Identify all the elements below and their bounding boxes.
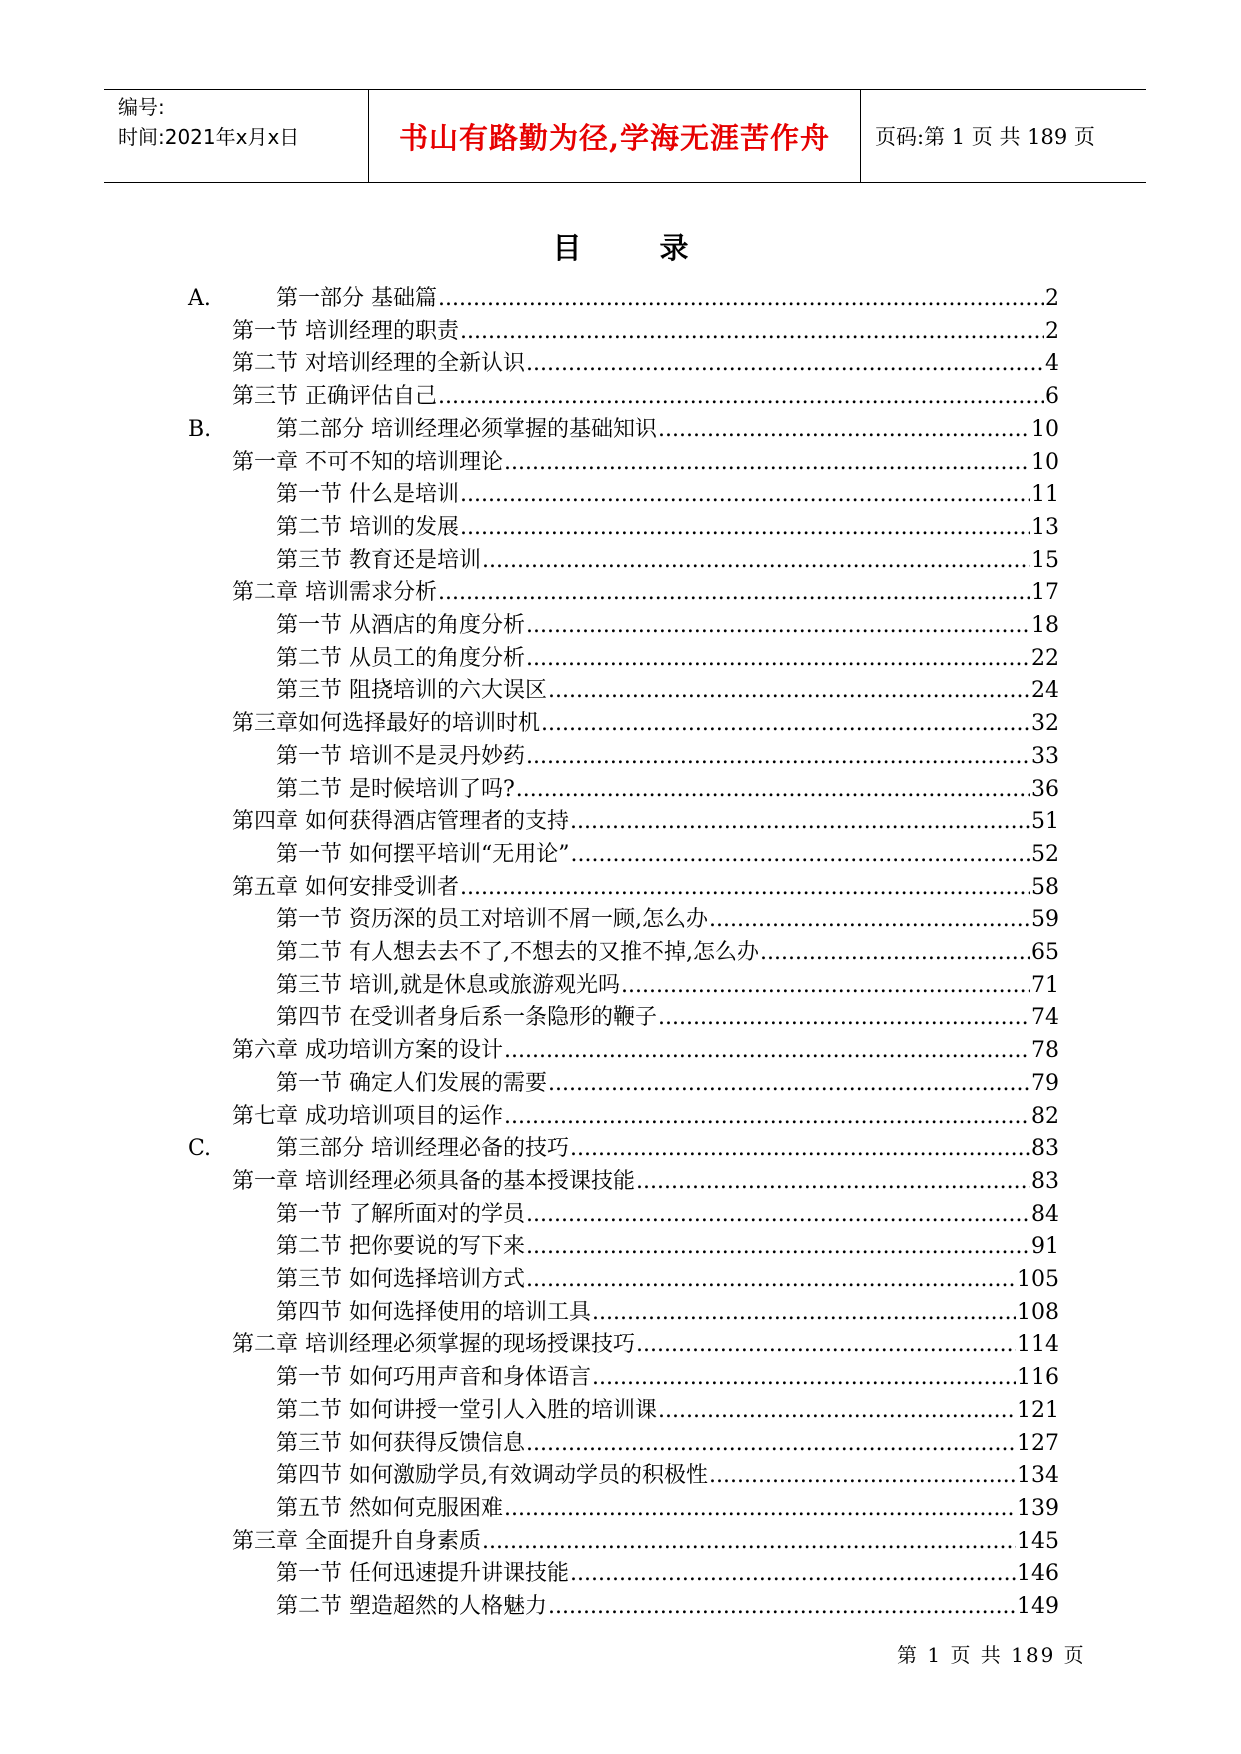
toc-entry-title: 第二节 对培训经理的全新认识 — [232, 351, 525, 377]
toc-page-number: 11 — [1031, 482, 1059, 508]
toc-dot-leader — [526, 1430, 1016, 1458]
toc-page-number: 6 — [1045, 384, 1059, 410]
toc-entry[interactable] — [276, 837, 1059, 869]
toc-dot-leader — [548, 1593, 1016, 1621]
toc-dot-leader — [504, 1037, 1030, 1065]
page-header — [104, 89, 1146, 183]
toc-page-number: 84 — [1031, 1201, 1059, 1227]
toc-entry[interactable] — [188, 412, 1059, 444]
toc-entry-title: 第二节 是时候培训了吗? — [276, 776, 515, 802]
toc-entry-title: 第三节 阻挠培训的六大误区 — [276, 678, 547, 704]
toc-entry-title: 第三部分 培训经理必备的技巧 — [276, 1136, 569, 1162]
toc-entry-title: 第一节 如何巧用声音和身体语言 — [276, 1365, 591, 1391]
toc-entry[interactable] — [232, 1327, 1059, 1359]
toc-page-number: 36 — [1031, 776, 1059, 802]
toc-entry[interactable] — [276, 608, 1059, 640]
toc-page-number: 59 — [1031, 907, 1059, 933]
toc-entry-title: 第二节 从员工的角度分析 — [276, 645, 525, 671]
toc-dot-leader — [541, 710, 1030, 738]
toc-page-number: 10 — [1031, 416, 1059, 442]
toc-entry-title: 第一节 培训经理的职责 — [232, 318, 459, 344]
toc-page-number: 78 — [1031, 1038, 1059, 1064]
toc-entry[interactable] — [276, 935, 1059, 967]
toc-dot-leader — [504, 449, 1030, 477]
toc-entry[interactable] — [276, 1197, 1059, 1229]
document-number-label: 编号: — [118, 95, 165, 119]
toc-entry-title: 第三节 如何获得反馈信息 — [276, 1430, 525, 1456]
toc-entry-title: 第一章 培训经理必须具备的基本授课技能 — [232, 1168, 635, 1194]
toc-dot-leader — [570, 808, 1030, 836]
toc-entry-title: 第一节 资历深的员工对培训不屑一顾,怎么办 — [276, 907, 708, 933]
toc-entry[interactable] — [276, 902, 1059, 934]
toc-page-number: 33 — [1031, 743, 1059, 769]
toc-page-number: 146 — [1017, 1561, 1059, 1587]
toc-entry[interactable] — [276, 477, 1059, 509]
toc-entry-title: 第二节 有人想去去不了,不想去的又推不掉,怎么办 — [276, 940, 759, 965]
toc-dot-leader — [438, 579, 1030, 607]
toc-dot-leader — [636, 1168, 1030, 1196]
toc-entry[interactable] — [276, 543, 1059, 575]
toc-page-number: 17 — [1031, 580, 1059, 606]
toc-page-number: 58 — [1031, 874, 1059, 900]
toc-entry-title: 第三章如何选择最好的培训时机 — [232, 711, 541, 737]
toc-dot-leader — [570, 1560, 1016, 1588]
toc-page-number: 22 — [1031, 645, 1059, 671]
toc-page-number: 83 — [1031, 1168, 1059, 1194]
toc-entry[interactable] — [232, 1099, 1059, 1131]
toc-page-number: 2 — [1045, 286, 1059, 311]
toc-entry-title: 第一节 如何摆平培训“无用论” — [276, 841, 570, 867]
toc-entry[interactable] — [276, 1556, 1059, 1588]
toc-dot-leader — [482, 1528, 1016, 1556]
toc-page-number: 149 — [1017, 1594, 1059, 1619]
toc-dot-leader — [526, 1201, 1030, 1229]
toc-entry-title: 第二节 培训的发展 — [276, 514, 459, 540]
toc-entry-title: 第二节 把你要说的写下来 — [276, 1234, 525, 1260]
toc-entry[interactable] — [232, 870, 1059, 902]
toc-entry-title: 第二节 塑造超然的人格魅力 — [276, 1594, 547, 1619]
toc-dot-leader — [636, 1331, 1016, 1359]
toc-page-number: 134 — [1017, 1463, 1059, 1489]
toc-page-number: 79 — [1031, 1070, 1059, 1096]
header-slogan: 书山有路勤为径,学海无涯苦作舟 — [369, 90, 861, 182]
toc-dot-leader — [548, 1070, 1030, 1098]
toc-dot-leader — [709, 906, 1030, 934]
toc-entry[interactable] — [232, 1524, 1059, 1556]
header-meta — [104, 90, 369, 182]
toc-page-number: 127 — [1017, 1430, 1059, 1456]
toc-entry-title: 第三节 正确评估自己 — [232, 384, 437, 410]
toc-entry-title: 第七章 成功培训项目的运作 — [232, 1103, 503, 1129]
toc-title: 目 录 — [552, 231, 723, 265]
toc-dot-leader — [482, 547, 1030, 575]
toc-page-number: 114 — [1017, 1332, 1059, 1358]
toc-entry-title: 第三节 教育还是培训 — [276, 547, 481, 573]
toc-dot-leader — [658, 1397, 1016, 1425]
toc-entry[interactable] — [276, 772, 1059, 804]
toc-entry[interactable] — [232, 379, 1059, 411]
toc-entry-title: 第三节 培训,就是休息或旅游观光吗 — [276, 972, 620, 998]
toc-entry[interactable] — [232, 1033, 1059, 1065]
toc-page-number: 51 — [1031, 809, 1059, 835]
toc-part-letter: B. — [188, 416, 212, 442]
toc-dot-leader — [460, 481, 1030, 509]
toc-entry-title: 第一节 培训不是灵丹妙药 — [276, 743, 525, 769]
toc-entry-title: 第四节 在受训者身后系一条隐形的鞭子 — [276, 1005, 657, 1031]
toc-entry-title: 第四节 如何激励学员,有效调动学员的积极性 — [276, 1463, 708, 1489]
toc-dot-leader — [526, 350, 1044, 378]
toc-entry[interactable] — [276, 673, 1059, 705]
toc-dot-leader — [504, 1495, 1016, 1523]
toc-page-number: 116 — [1017, 1365, 1059, 1391]
document-time-label: 时间:2021年x月x日 — [118, 125, 300, 149]
toc-dot-leader — [460, 318, 1044, 346]
toc-dot-leader — [504, 1103, 1030, 1131]
toc-entry-title: 第一章 不可不知的培训理论 — [232, 449, 503, 475]
toc-dot-leader — [438, 285, 1044, 313]
toc-entry-title: 第一部分 基础篇 — [276, 286, 437, 311]
toc-dot-leader — [526, 1233, 1030, 1261]
toc-part-letter: C. — [188, 1136, 212, 1162]
toc-entry-title: 第一节 什么是培训 — [276, 482, 459, 508]
toc-entry-title: 第五章 如何安排受训者 — [232, 874, 459, 900]
toc-entry[interactable] — [232, 445, 1059, 477]
toc-entry-title: 第三节 如何选择培训方式 — [276, 1267, 525, 1292]
toc-entry-title: 第一节 了解所面对的学员 — [276, 1201, 525, 1227]
toc-page-number: 105 — [1017, 1267, 1059, 1292]
toc-dot-leader — [526, 645, 1030, 673]
toc-entry-title: 第二章 培训需求分析 — [232, 580, 437, 606]
toc-page-number: 2 — [1045, 318, 1059, 344]
toc-entry-title: 第二节 如何讲授一堂引人入胜的培训课 — [276, 1397, 657, 1423]
toc-entry[interactable] — [276, 1426, 1059, 1458]
toc-dot-leader — [592, 1364, 1016, 1392]
toc-dot-leader — [621, 972, 1030, 1000]
toc-page-number: 65 — [1031, 940, 1059, 965]
toc-entry[interactable] — [232, 706, 1059, 738]
toc-entry-title: 第三章 全面提升自身素质 — [232, 1528, 481, 1554]
toc-entry-title: 第二章 培训经理必须掌握的现场授课技巧 — [232, 1332, 635, 1358]
toc-page-number: 71 — [1031, 972, 1059, 998]
toc-entry[interactable] — [276, 1393, 1059, 1425]
toc-dot-leader — [760, 939, 1030, 967]
toc-dot-leader — [460, 874, 1030, 902]
toc-page-number: 32 — [1031, 711, 1059, 737]
toc-entry[interactable] — [232, 314, 1059, 346]
toc-dot-leader — [571, 841, 1031, 869]
toc-entry[interactable] — [276, 1458, 1059, 1490]
toc-entry-title: 第六章 成功培训方案的设计 — [232, 1038, 503, 1064]
toc-page-number: 13 — [1031, 514, 1059, 540]
toc-entry[interactable] — [276, 1295, 1059, 1327]
toc-entry[interactable] — [276, 968, 1059, 1000]
page-footer: 第 1 页 共 189 页 — [897, 1643, 1086, 1667]
toc-page-number: 4 — [1045, 351, 1059, 377]
toc-page-number: 10 — [1031, 449, 1059, 475]
toc-dot-leader — [526, 612, 1030, 640]
toc-entry[interactable] — [276, 641, 1059, 673]
toc-part-letter: A. — [188, 286, 211, 311]
toc-entry[interactable] — [276, 1229, 1059, 1261]
toc-entry[interactable] — [232, 804, 1059, 836]
toc-dot-leader — [570, 1135, 1030, 1163]
toc-page-number: 139 — [1017, 1495, 1059, 1521]
toc-entry[interactable] — [188, 1131, 1059, 1163]
toc-dot-leader — [709, 1462, 1016, 1490]
toc-entry-title: 第二部分 培训经理必须掌握的基础知识 — [276, 416, 657, 442]
toc-entry[interactable] — [276, 739, 1059, 771]
toc-page-number: 83 — [1031, 1136, 1059, 1162]
toc-entry-title: 第四节 如何选择使用的培训工具 — [276, 1299, 591, 1325]
toc-entry[interactable] — [276, 1360, 1059, 1392]
toc-entry[interactable] — [232, 346, 1059, 378]
toc-page-number: 24 — [1031, 678, 1059, 704]
toc-dot-leader — [548, 677, 1030, 705]
toc-entry[interactable] — [276, 510, 1059, 542]
toc-page-number: 145 — [1017, 1528, 1059, 1554]
toc-entry-title: 第一节 任何迅速提升讲课技能 — [276, 1561, 569, 1587]
toc-entry-title: 第一节 从酒店的角度分析 — [276, 613, 525, 638]
toc-entry-title: 第四章 如何获得酒店管理者的支持 — [232, 809, 569, 835]
toc-entry[interactable] — [276, 1262, 1059, 1294]
toc-page-number: 108 — [1017, 1299, 1059, 1325]
toc-dot-leader — [438, 383, 1044, 411]
toc-dot-leader — [516, 776, 1030, 804]
toc-dot-leader — [658, 1004, 1030, 1032]
toc-dot-leader — [526, 743, 1030, 771]
toc-entry[interactable] — [276, 1000, 1059, 1032]
toc-dot-leader — [592, 1299, 1016, 1327]
toc-page-number: 15 — [1031, 547, 1059, 573]
toc-page-number: 91 — [1031, 1234, 1059, 1260]
toc-dot-leader — [526, 1266, 1016, 1294]
toc-entry[interactable] — [188, 281, 1059, 313]
toc-page-number: 52 — [1031, 841, 1059, 867]
toc-dot-leader — [460, 514, 1030, 542]
toc-page-number: 121 — [1017, 1397, 1059, 1423]
toc-page-number: 82 — [1031, 1103, 1059, 1129]
toc-entry-title: 第五节 然如何克服困难 — [276, 1495, 503, 1521]
toc-entry[interactable] — [276, 1589, 1059, 1621]
toc-entry[interactable] — [276, 1491, 1059, 1523]
toc-entry[interactable] — [276, 1066, 1059, 1098]
toc-page-number: 18 — [1031, 613, 1059, 638]
header-page-number: 页码:第 1 页 共 189 页 — [875, 125, 1095, 149]
toc-entry-title: 第一节 确定人们发展的需要 — [276, 1070, 547, 1096]
toc-dot-leader — [658, 416, 1030, 444]
toc-page-number: 74 — [1031, 1005, 1059, 1031]
toc-entry[interactable] — [232, 575, 1059, 607]
toc-entry[interactable] — [232, 1164, 1059, 1196]
